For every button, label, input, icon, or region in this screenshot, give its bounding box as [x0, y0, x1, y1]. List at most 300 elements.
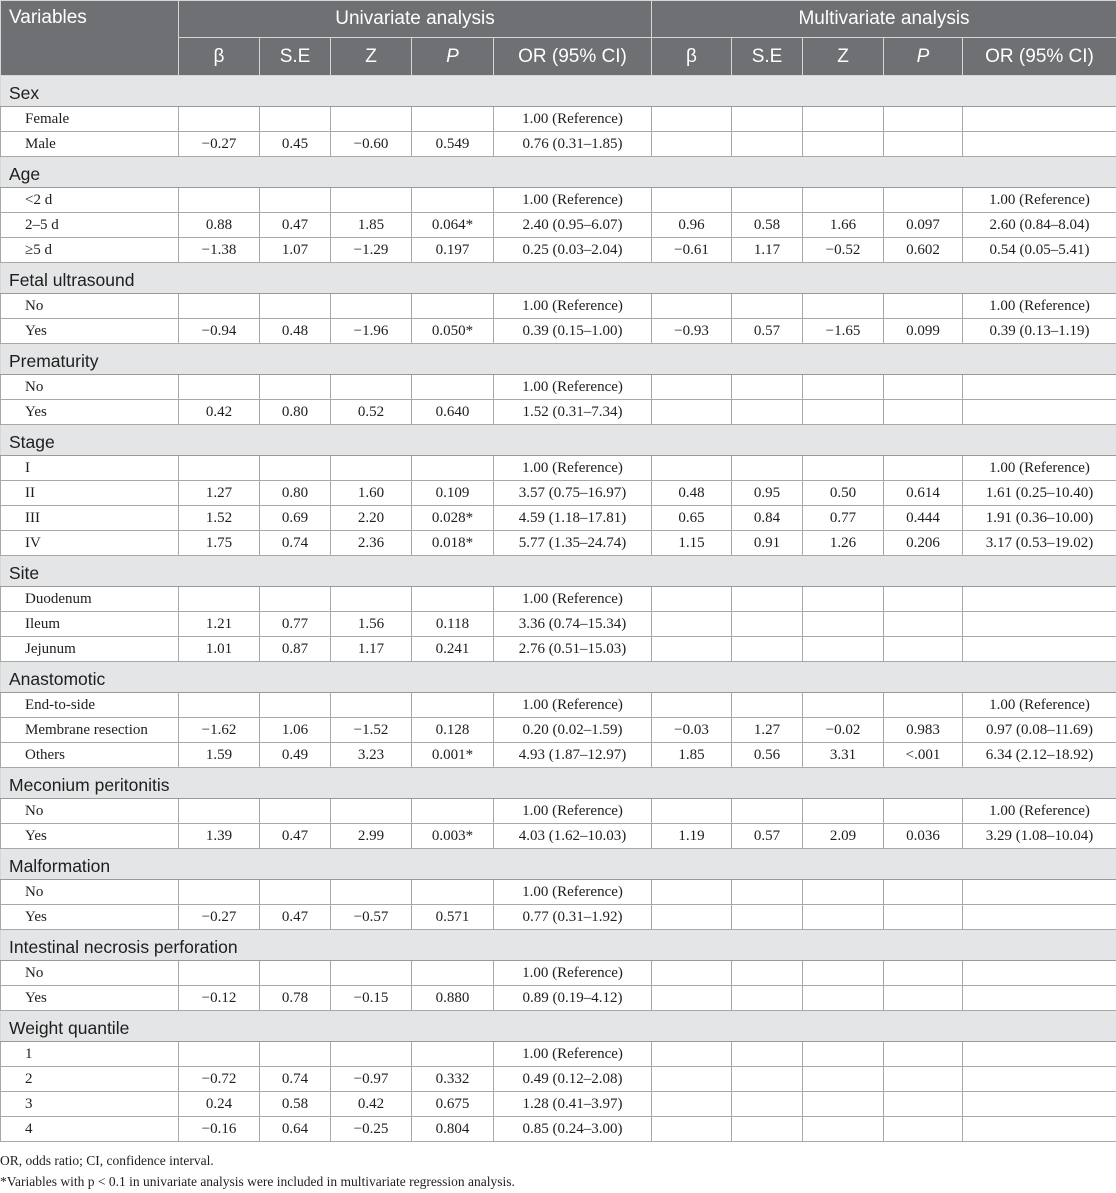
column-header: β: [652, 38, 732, 76]
table-cell: 2.40 (0.95–6.07): [494, 213, 652, 238]
table-cell: [732, 400, 803, 425]
table-cell: [803, 400, 884, 425]
table-cell: 1.00 (Reference): [494, 1042, 652, 1067]
table-cell: [963, 1092, 1116, 1117]
table-row: [1, 319, 1116, 344]
table-cell: 0.197: [412, 238, 494, 263]
table-cell: [412, 587, 494, 612]
table-row: [1, 799, 1116, 824]
row-label: III: [1, 506, 179, 531]
table-cell: [803, 1092, 884, 1117]
table-cell: [884, 188, 963, 213]
table-cell: 0.640: [412, 400, 494, 425]
section-header-row: [1, 76, 1116, 107]
column-header: S.E: [260, 38, 331, 76]
table-cell: 1.00 (Reference): [494, 188, 652, 213]
section-title: Intestinal necrosis perforation: [1, 930, 1116, 961]
section-title: Site: [1, 556, 1116, 587]
table-cell: [260, 375, 331, 400]
table-cell: 0.128: [412, 718, 494, 743]
table-cell: 0.064*: [412, 213, 494, 238]
table-cell: [652, 294, 732, 319]
table-cell: [732, 905, 803, 930]
table-cell: 4.03 (1.62–10.03): [494, 824, 652, 849]
table-row: [1, 531, 1116, 556]
table-cell: [412, 188, 494, 213]
table-cell: [652, 961, 732, 986]
table-cell: 0.58: [732, 213, 803, 238]
table-cell: [179, 693, 260, 718]
table-cell: [884, 880, 963, 905]
column-header: OR (95% CI): [963, 38, 1116, 76]
table-cell: [260, 693, 331, 718]
row-label: II: [1, 481, 179, 506]
table-cell: [732, 188, 803, 213]
table-cell: [732, 637, 803, 662]
table-footnotes: [0, 1150, 1116, 1192]
table-row: [1, 824, 1116, 849]
table-cell: [412, 1042, 494, 1067]
table-cell: 0.804: [412, 1117, 494, 1142]
section-header-row: [1, 263, 1116, 294]
table-cell: 1.39: [179, 824, 260, 849]
table-cell: [803, 456, 884, 481]
table-cell: 1.61 (0.25–10.40): [963, 481, 1116, 506]
table-cell: [652, 799, 732, 824]
table-cell: [884, 1092, 963, 1117]
row-label: 2–5 d: [1, 213, 179, 238]
table-cell: [260, 1042, 331, 1067]
table-cell: [652, 612, 732, 637]
table-cell: 0.96: [652, 213, 732, 238]
table-cell: 2.76 (0.51–15.03): [494, 637, 652, 662]
table-cell: 1.00 (Reference): [494, 456, 652, 481]
table-cell: 3.31: [803, 743, 884, 768]
table-cell: [260, 107, 331, 132]
table-cell: 2.99: [331, 824, 412, 849]
table-cell: [412, 799, 494, 824]
table-cell: −0.52: [803, 238, 884, 263]
table-cell: 0.84: [732, 506, 803, 531]
table-cell: −1.96: [331, 319, 412, 344]
table-cell: [803, 637, 884, 662]
table-cell: [803, 132, 884, 157]
table-cell: 0.80: [260, 481, 331, 506]
table-cell: 0.003*: [412, 824, 494, 849]
table-cell: 0.099: [884, 319, 963, 344]
section-title: Sex: [1, 76, 1116, 107]
section-title: Malformation: [1, 849, 1116, 880]
table-row: [1, 637, 1116, 662]
table-cell: −0.25: [331, 1117, 412, 1142]
table-cell: −0.12: [179, 986, 260, 1011]
table-cell: [652, 905, 732, 930]
table-cell: [179, 587, 260, 612]
variables-header: Variables: [1, 1, 179, 76]
table-cell: [652, 637, 732, 662]
table-cell: [652, 1067, 732, 1092]
table-cell: 0.58: [260, 1092, 331, 1117]
table-cell: 0.78: [260, 986, 331, 1011]
table-cell: [884, 107, 963, 132]
table-cell: [331, 456, 412, 481]
row-label: No: [1, 880, 179, 905]
table-cell: 0.24: [179, 1092, 260, 1117]
table-cell: 0.241: [412, 637, 494, 662]
row-label: Female: [1, 107, 179, 132]
table-cell: 0.88: [179, 213, 260, 238]
table-cell: [331, 799, 412, 824]
table-cell: [260, 456, 331, 481]
table-cell: [963, 986, 1116, 1011]
section-header-row: [1, 662, 1116, 693]
table-body: [1, 76, 1116, 1142]
table-cell: 5.77 (1.35–24.74): [494, 531, 652, 556]
table-cell: 0.036: [884, 824, 963, 849]
table-cell: [884, 1117, 963, 1142]
column-header: Z: [803, 38, 884, 76]
section-header-row: [1, 157, 1116, 188]
table-cell: [260, 961, 331, 986]
table-cell: [331, 587, 412, 612]
table-cell: [331, 693, 412, 718]
column-header: S.E: [732, 38, 803, 76]
table-cell: 0.97 (0.08–11.69): [963, 718, 1116, 743]
table-cell: 0.64: [260, 1117, 331, 1142]
table-cell: [179, 456, 260, 481]
table-cell: 1.26: [803, 531, 884, 556]
section-header-row: [1, 849, 1116, 880]
table-row: [1, 587, 1116, 612]
table-cell: [412, 693, 494, 718]
table-cell: [963, 1042, 1116, 1067]
table-cell: 1.21: [179, 612, 260, 637]
table-cell: 0.48: [260, 319, 331, 344]
table-cell: [884, 612, 963, 637]
row-label: Yes: [1, 986, 179, 1011]
row-label: Yes: [1, 319, 179, 344]
table-cell: [803, 880, 884, 905]
table-cell: [803, 1067, 884, 1092]
table-row: [1, 880, 1116, 905]
table-cell: 0.45: [260, 132, 331, 157]
table-cell: [179, 961, 260, 986]
table-cell: [803, 294, 884, 319]
table-cell: [884, 961, 963, 986]
table-cell: 0.57: [732, 319, 803, 344]
row-label: Male: [1, 132, 179, 157]
table-cell: [803, 1042, 884, 1067]
table-cell: −0.27: [179, 132, 260, 157]
row-label: No: [1, 294, 179, 319]
row-label: <2 d: [1, 188, 179, 213]
table-cell: 0.54 (0.05–5.41): [963, 238, 1116, 263]
column-header: OR (95% CI): [494, 38, 652, 76]
row-label: Ileum: [1, 612, 179, 637]
table-cell: [732, 1092, 803, 1117]
table-cell: 0.85 (0.24–3.00): [494, 1117, 652, 1142]
table-cell: [732, 612, 803, 637]
table-cell: 0.50: [803, 481, 884, 506]
table-row: [1, 1117, 1116, 1142]
table-cell: [331, 107, 412, 132]
footnote: OR, odds ratio; CI, confidence interval.: [0, 1153, 214, 1168]
table-cell: [963, 132, 1116, 157]
table-cell: 0.571: [412, 905, 494, 930]
section-header-row: [1, 930, 1116, 961]
table-cell: [884, 294, 963, 319]
table-cell: 0.52: [331, 400, 412, 425]
row-label: 3: [1, 1092, 179, 1117]
table-cell: [652, 400, 732, 425]
table-cell: 1.00 (Reference): [963, 456, 1116, 481]
table-cell: −0.72: [179, 1067, 260, 1092]
table-cell: [963, 612, 1116, 637]
header-row-groups: [1, 1, 1116, 38]
table-cell: [652, 188, 732, 213]
table-cell: 1.75: [179, 531, 260, 556]
table-cell: [652, 1092, 732, 1117]
section-header-row: [1, 425, 1116, 456]
table-cell: 1.17: [732, 238, 803, 263]
table-row: [1, 693, 1116, 718]
table-cell: [963, 400, 1116, 425]
table-cell: 1.28 (0.41–3.97): [494, 1092, 652, 1117]
table-cell: [331, 375, 412, 400]
table-cell: [412, 880, 494, 905]
table-cell: [884, 986, 963, 1011]
table-cell: 0.109: [412, 481, 494, 506]
section-header-row: [1, 1011, 1116, 1042]
table-cell: −0.94: [179, 319, 260, 344]
table-cell: 0.42: [331, 1092, 412, 1117]
table-row: [1, 132, 1116, 157]
table-cell: [884, 375, 963, 400]
table-cell: [803, 375, 884, 400]
table-cell: [652, 107, 732, 132]
table-cell: [652, 456, 732, 481]
table-cell: 1.27: [732, 718, 803, 743]
table-cell: [732, 107, 803, 132]
section-title: Meconium peritonitis: [1, 768, 1116, 799]
table-cell: 0.89 (0.19–4.12): [494, 986, 652, 1011]
table-cell: 1.15: [652, 531, 732, 556]
table-cell: 6.34 (2.12–18.92): [963, 743, 1116, 768]
footnote: *Variables with p < 0.1 in univariate analysis were included in multivariate regression analysis.: [0, 1174, 515, 1189]
table-cell: [884, 799, 963, 824]
row-label: Jejunum: [1, 637, 179, 662]
row-label: Yes: [1, 824, 179, 849]
univariate-header: Univariate analysis: [179, 1, 652, 38]
table-cell: −0.16: [179, 1117, 260, 1142]
table-cell: −1.52: [331, 718, 412, 743]
row-label: Membrane resection: [1, 718, 179, 743]
table-cell: 0.050*: [412, 319, 494, 344]
table-cell: −0.27: [179, 905, 260, 930]
table-cell: 1.06: [260, 718, 331, 743]
table-cell: 0.39 (0.15–1.00): [494, 319, 652, 344]
table-row: [1, 1067, 1116, 1092]
table-cell: 1.85: [331, 213, 412, 238]
table-row: [1, 188, 1116, 213]
section-title: Age: [1, 157, 1116, 188]
table-cell: 1.07: [260, 238, 331, 263]
table-cell: [732, 587, 803, 612]
table-cell: [803, 961, 884, 986]
table-cell: [331, 1042, 412, 1067]
table-cell: 1.00 (Reference): [963, 799, 1116, 824]
section-title: Fetal ultrasound: [1, 263, 1116, 294]
table-cell: <.001: [884, 743, 963, 768]
table-cell: [732, 132, 803, 157]
table-cell: 1.00 (Reference): [494, 880, 652, 905]
table-row: [1, 375, 1116, 400]
table-cell: [884, 1042, 963, 1067]
table-cell: 0.48: [652, 481, 732, 506]
table-cell: 0.549: [412, 132, 494, 157]
table-cell: 0.614: [884, 481, 963, 506]
table-cell: 1.01: [179, 637, 260, 662]
table-cell: [652, 1117, 732, 1142]
table-cell: [331, 188, 412, 213]
table-cell: 1.56: [331, 612, 412, 637]
table-cell: [963, 637, 1116, 662]
table-cell: [260, 294, 331, 319]
table-row: [1, 612, 1116, 637]
table-row: [1, 718, 1116, 743]
table-cell: [412, 961, 494, 986]
table-row: [1, 213, 1116, 238]
table-cell: [179, 375, 260, 400]
table-cell: 1.85: [652, 743, 732, 768]
table-row: [1, 506, 1116, 531]
table-cell: [803, 799, 884, 824]
table-row: [1, 238, 1116, 263]
table-cell: [884, 637, 963, 662]
table-cell: 0.74: [260, 531, 331, 556]
table-cell: 0.74: [260, 1067, 331, 1092]
row-label: Yes: [1, 905, 179, 930]
table-cell: [803, 1117, 884, 1142]
table-cell: 0.80: [260, 400, 331, 425]
table-cell: 3.17 (0.53–19.02): [963, 531, 1116, 556]
table-cell: −0.02: [803, 718, 884, 743]
table-cell: [179, 1042, 260, 1067]
table-cell: 0.47: [260, 213, 331, 238]
table-cell: [652, 375, 732, 400]
table-cell: [331, 880, 412, 905]
table-cell: [732, 1117, 803, 1142]
table-cell: [179, 294, 260, 319]
table-cell: 0.87: [260, 637, 331, 662]
table-cell: [179, 799, 260, 824]
table-cell: 0.675: [412, 1092, 494, 1117]
table-cell: 0.65: [652, 506, 732, 531]
table-cell: 1.52: [179, 506, 260, 531]
table-row: [1, 107, 1116, 132]
table-cell: −0.03: [652, 718, 732, 743]
table-cell: [963, 1117, 1116, 1142]
table-cell: [884, 1067, 963, 1092]
table-cell: 0.444: [884, 506, 963, 531]
table-cell: 0.332: [412, 1067, 494, 1092]
column-header: P: [884, 38, 963, 76]
table-cell: [732, 1067, 803, 1092]
column-header: P: [412, 38, 494, 76]
table-cell: [884, 456, 963, 481]
table-cell: 0.77 (0.31–1.92): [494, 905, 652, 930]
table-cell: 1.52 (0.31–7.34): [494, 400, 652, 425]
row-label: No: [1, 799, 179, 824]
table-cell: [803, 986, 884, 1011]
table-cell: [963, 880, 1116, 905]
table-cell: [963, 375, 1116, 400]
table-cell: 1.66: [803, 213, 884, 238]
table-cell: 1.00 (Reference): [494, 107, 652, 132]
table-cell: 0.206: [884, 531, 963, 556]
table-row: [1, 1042, 1116, 1067]
table-cell: [732, 294, 803, 319]
row-label: IV: [1, 531, 179, 556]
table-cell: 3.57 (0.75–16.97): [494, 481, 652, 506]
table-cell: [412, 456, 494, 481]
row-label: No: [1, 961, 179, 986]
row-label: Duodenum: [1, 587, 179, 612]
table-cell: [803, 612, 884, 637]
section-header-row: [1, 556, 1116, 587]
table-cell: [412, 107, 494, 132]
table-row: [1, 481, 1116, 506]
table-cell: [412, 375, 494, 400]
table-cell: [652, 587, 732, 612]
table-cell: [884, 587, 963, 612]
table-cell: 0.95: [732, 481, 803, 506]
table-cell: 0.69: [260, 506, 331, 531]
table-cell: 1.60: [331, 481, 412, 506]
table-cell: [884, 905, 963, 930]
row-label: Yes: [1, 400, 179, 425]
section-header-row: [1, 768, 1116, 799]
table-cell: 0.880: [412, 986, 494, 1011]
table-cell: [963, 1067, 1116, 1092]
table-cell: 1.17: [331, 637, 412, 662]
table-cell: [732, 693, 803, 718]
table-cell: 1.59: [179, 743, 260, 768]
table-cell: 0.56: [732, 743, 803, 768]
table-cell: [803, 693, 884, 718]
table-cell: [260, 188, 331, 213]
table-cell: 2.09: [803, 824, 884, 849]
table-cell: 0.47: [260, 905, 331, 930]
table-cell: 0.602: [884, 238, 963, 263]
table-cell: 0.097: [884, 213, 963, 238]
table-cell: 0.20 (0.02–1.59): [494, 718, 652, 743]
table-cell: 3.36 (0.74–15.34): [494, 612, 652, 637]
table-cell: 2.36: [331, 531, 412, 556]
table-cell: 0.983: [884, 718, 963, 743]
section-title: Stage: [1, 425, 1116, 456]
table-cell: 0.49: [260, 743, 331, 768]
table-cell: [260, 880, 331, 905]
row-label: ≥5 d: [1, 238, 179, 263]
row-label: Others: [1, 743, 179, 768]
table-cell: −0.93: [652, 319, 732, 344]
table-cell: 0.018*: [412, 531, 494, 556]
table-cell: [963, 905, 1116, 930]
table-cell: −1.65: [803, 319, 884, 344]
table-row: [1, 400, 1116, 425]
table-cell: −0.60: [331, 132, 412, 157]
